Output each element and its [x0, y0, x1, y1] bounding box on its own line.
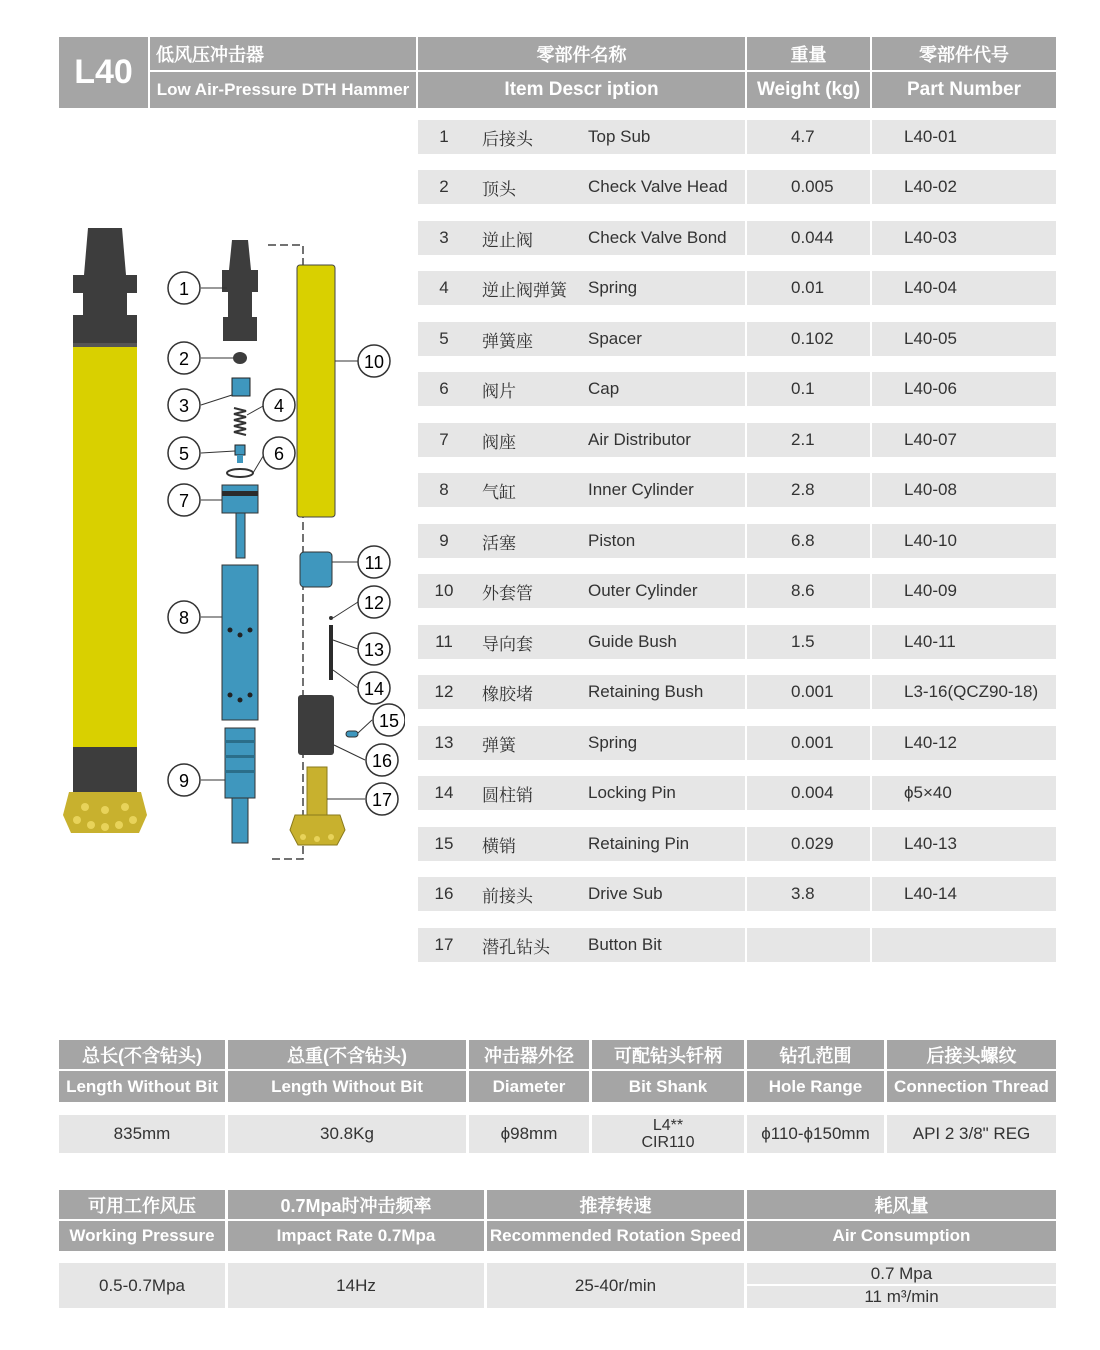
part-number-cell: 12	[418, 675, 470, 709]
assembled-hammer-icon	[63, 228, 147, 833]
part-number-cell: 9	[418, 524, 470, 558]
spec1-h4-cn: 钻孔范围	[747, 1040, 884, 1069]
callout-8	[168, 601, 200, 633]
part-code-cell: L40-11	[872, 625, 1056, 659]
table-row	[418, 271, 1056, 305]
svg-text:5: 5	[178, 444, 190, 464]
part-code-cell: L40-13	[872, 827, 1056, 861]
part-number-cell: 11	[418, 625, 470, 659]
part-name-en-cell: Piston	[580, 524, 745, 558]
svg-text:17: 17	[371, 790, 393, 810]
part-code-cell: L40-12	[872, 726, 1056, 760]
part-name-cn-cell: 前接头	[470, 877, 580, 911]
spec1-thread: API 2 3/8" REG	[887, 1115, 1056, 1153]
spec1-hole: ϕ110-ϕ150mm	[747, 1115, 884, 1153]
part-number-cell: 14	[418, 776, 470, 810]
part-code-cell	[872, 928, 1056, 962]
callout-5	[168, 437, 200, 469]
spec1-h3-cn: 可配钻头钎柄	[592, 1040, 744, 1069]
table-row	[418, 726, 1056, 760]
part-code-cell: L40-03	[872, 221, 1056, 255]
part-name-en-cell: Retaining Pin	[580, 827, 745, 861]
col-item-en-text: Item Descr iption	[504, 79, 659, 100]
table-row	[418, 524, 1056, 558]
callout-14	[358, 672, 390, 704]
part-code-cell: L40-05	[872, 322, 1056, 356]
part-number-cell: 5	[418, 322, 470, 356]
part-name-cn-cell: 后接头	[470, 120, 580, 154]
part-name-cn-cell: 导向套	[470, 625, 580, 659]
spec1-shank	[592, 1115, 744, 1153]
part-weight-cell: 0.01	[747, 271, 870, 305]
part-code-cell: L40-09	[872, 574, 1056, 608]
part-name-cn-cell: 弹簧座	[470, 322, 580, 356]
part-name-en-cell: Check Valve Head	[580, 170, 745, 204]
part-name-en-cell: Spring	[580, 271, 745, 305]
spec1-h1-en: Length Without Bit	[228, 1071, 466, 1102]
table-row	[418, 170, 1056, 204]
spec2-h2-cn: 推荐转速	[487, 1190, 744, 1219]
part-name-cn-cell: 圆柱销	[470, 776, 580, 810]
part-code-cell: ϕ5×40	[872, 776, 1056, 810]
col-weight-cn	[747, 37, 870, 70]
product-name-en	[150, 72, 416, 108]
part-number-cell: 8	[418, 473, 470, 507]
spec1-h0-cn: 总长(不含钻头)	[59, 1040, 225, 1069]
part-weight-cell: 3.8	[747, 877, 870, 911]
spec1-length: 835mm	[59, 1115, 225, 1153]
callout-4	[263, 389, 295, 421]
spec2-air-line1: 0.7 Mpa	[747, 1263, 1056, 1284]
col-weight-en-text: Weight (kg)	[756, 79, 861, 100]
spec1-h4-en: Hole Range	[747, 1071, 884, 1102]
table-row	[418, 372, 1056, 406]
part-number-cell: 6	[418, 372, 470, 406]
callout-17	[366, 783, 398, 815]
part-number-cell: 13	[418, 726, 470, 760]
table-row	[418, 574, 1056, 608]
svg-text:12: 12	[363, 593, 385, 613]
part-weight-cell: 2.1	[747, 423, 870, 457]
svg-text:14: 14	[363, 679, 385, 699]
part-name-cn-cell: 逆止阀弹簧	[470, 271, 580, 305]
callout-10	[358, 345, 390, 377]
svg-text:7: 7	[178, 491, 190, 511]
part-number-cell: 17	[418, 928, 470, 962]
part-number-cell: 4	[418, 271, 470, 305]
part-number-cell: 16	[418, 877, 470, 911]
spec1-h1-cn: 总重(不含钻头)	[228, 1040, 466, 1069]
part-name-en-cell: Spring	[580, 726, 745, 760]
right-column-parts-icon	[290, 265, 358, 845]
spec2-h2-en: Recommended Rotation Speed	[487, 1221, 744, 1251]
part-weight-cell: 0.004	[747, 776, 870, 810]
spec1-diameter: ϕ98mm	[469, 1115, 589, 1153]
table-row	[418, 120, 1056, 154]
part-weight-cell: 0.029	[747, 827, 870, 861]
part-weight-cell	[747, 928, 870, 962]
part-name-cn-cell: 顶头	[470, 170, 580, 204]
part-weight-cell: 0.102	[747, 322, 870, 356]
table-row	[418, 827, 1056, 861]
spec2-rotation: 25-40r/min	[487, 1263, 744, 1308]
part-code-cell: L40-06	[872, 372, 1056, 406]
table-row	[418, 776, 1056, 810]
col-item-en	[418, 72, 745, 108]
col-part-cn-text: 零部件代号	[919, 44, 1009, 65]
spec1-shank-line1: L4**	[652, 1117, 684, 1134]
part-code-cell: L3-16(QCZ90-18)	[872, 675, 1056, 709]
col-weight-cn-text: 重量	[790, 44, 827, 65]
part-weight-cell: 1.5	[747, 625, 870, 659]
product-name-en-text: Low Air-Pressure DTH Hammer	[156, 80, 410, 99]
table-row	[418, 877, 1056, 911]
part-name-en-cell: Guide Bush	[580, 625, 745, 659]
part-number-cell: 3	[418, 221, 470, 255]
spec2-h1-en: Impact Rate 0.7Mpa	[228, 1221, 484, 1251]
spec1-h2-cn: 冲击器外径	[469, 1040, 589, 1069]
part-code-cell: L40-07	[872, 423, 1056, 457]
callout-2	[168, 342, 200, 374]
product-name-cn	[150, 37, 416, 70]
part-name-cn-cell: 活塞	[470, 524, 580, 558]
part-number-cell: 7	[418, 423, 470, 457]
table-row	[418, 322, 1056, 356]
part-name-en-cell: Check Valve Bond	[580, 221, 745, 255]
callout-11	[358, 546, 390, 578]
col-item-cn-text: 零部件名称	[536, 44, 627, 65]
table-row	[418, 473, 1056, 507]
part-weight-cell: 6.8	[747, 524, 870, 558]
part-name-cn-cell: 逆止阀	[470, 221, 580, 255]
model-label: L40	[74, 53, 133, 91]
part-name-cn-cell: 橡胶堵	[470, 675, 580, 709]
callout-1	[168, 272, 200, 304]
spec1-h0-en: Length Without Bit	[59, 1071, 225, 1102]
table-row	[418, 423, 1056, 457]
callout-3	[168, 389, 200, 421]
part-code-cell: L40-02	[872, 170, 1056, 204]
svg-text:1: 1	[178, 279, 190, 299]
svg-text:9: 9	[178, 771, 190, 791]
part-code-cell: L40-08	[872, 473, 1056, 507]
callouts	[168, 272, 405, 815]
part-number-cell: 15	[418, 827, 470, 861]
svg-text:4: 4	[273, 396, 285, 416]
col-weight-en	[747, 72, 870, 108]
callout-9	[168, 764, 200, 796]
spec2-air-line2: 11 m³/min	[747, 1286, 1056, 1308]
spec1-h5-cn: 后接头螺纹	[887, 1040, 1056, 1069]
part-weight-cell: 0.001	[747, 726, 870, 760]
svg-text:8: 8	[178, 608, 190, 628]
part-name-en-cell: Outer Cylinder	[580, 574, 745, 608]
part-weight-cell: 0.1	[747, 372, 870, 406]
part-name-en-cell: Drive Sub	[580, 877, 745, 911]
spec2-h0-en: Working Pressure	[59, 1221, 225, 1251]
spec1-h2-en: Diameter	[469, 1071, 589, 1102]
part-name-en-cell: Retaining Bush	[580, 675, 745, 709]
spec1-weight: 30.8Kg	[228, 1115, 466, 1153]
part-weight-cell: 8.6	[747, 574, 870, 608]
svg-text:16: 16	[371, 751, 393, 771]
col-item-cn	[418, 37, 745, 70]
svg-text:10: 10	[363, 352, 385, 372]
svg-text:13: 13	[363, 640, 385, 660]
col-part-en	[872, 72, 1056, 108]
spec2-impact: 14Hz	[228, 1263, 484, 1308]
model-badge	[59, 37, 148, 108]
callout-7	[168, 484, 200, 516]
spec2-h0-cn: 可用工作风压	[59, 1190, 225, 1219]
part-name-cn-cell: 横销	[470, 827, 580, 861]
part-weight-cell: 0.001	[747, 675, 870, 709]
product-name-cn-text: 低风压冲击器	[156, 44, 264, 65]
exploded-diagram	[55, 225, 405, 865]
spec1-h3-en: Bit Shank	[592, 1071, 744, 1102]
svg-text:2: 2	[178, 349, 190, 369]
callout-13	[358, 633, 390, 665]
callout-12	[358, 586, 390, 618]
part-name-en-cell: Cap	[580, 372, 745, 406]
spec2-h3-en: Air Consumption	[747, 1221, 1056, 1251]
part-number-cell: 2	[418, 170, 470, 204]
table-row	[418, 928, 1056, 962]
table-row	[418, 221, 1056, 255]
svg-text:15: 15	[378, 711, 400, 731]
spec1-h5-en: Connection Thread	[887, 1071, 1056, 1102]
svg-text:3: 3	[178, 396, 190, 416]
spec2-h1-cn: 0.7Mpa时冲击频率	[228, 1190, 484, 1219]
part-code-cell: L40-14	[872, 877, 1056, 911]
col-part-cn	[872, 37, 1056, 70]
part-weight-cell: 2.8	[747, 473, 870, 507]
part-number-cell: 10	[418, 574, 470, 608]
table-row	[418, 675, 1056, 709]
svg-text:11: 11	[364, 553, 384, 573]
spec1-shank-line2: CIR110	[641, 1134, 695, 1151]
part-name-en-cell: Locking Pin	[580, 776, 745, 810]
callout-15	[373, 704, 405, 736]
part-number-cell: 1	[418, 120, 470, 154]
callout-16	[366, 744, 398, 776]
part-name-cn-cell: 外套管	[470, 574, 580, 608]
part-name-en-cell: Top Sub	[580, 120, 745, 154]
part-code-cell: L40-01	[872, 120, 1056, 154]
table-row	[418, 625, 1056, 659]
svg-text:6: 6	[273, 444, 285, 464]
part-name-cn-cell: 弹簧	[470, 726, 580, 760]
part-name-cn-cell: 气缸	[470, 473, 580, 507]
part-weight-cell: 4.7	[747, 120, 870, 154]
callout-6	[263, 437, 295, 469]
part-name-en-cell: Button Bit	[580, 928, 745, 962]
part-name-en-cell: Spacer	[580, 322, 745, 356]
part-weight-cell: 0.044	[747, 221, 870, 255]
part-weight-cell: 0.005	[747, 170, 870, 204]
middle-column-parts-icon	[222, 240, 303, 859]
part-name-en-cell: Inner Cylinder	[580, 473, 745, 507]
col-part-en-text: Part Number	[906, 79, 1022, 100]
part-code-cell: L40-04	[872, 271, 1056, 305]
part-code-cell: L40-10	[872, 524, 1056, 558]
part-name-cn-cell: 阀座	[470, 423, 580, 457]
part-name-cn-cell: 阀片	[470, 372, 580, 406]
part-name-cn-cell: 潜孔钻头	[470, 928, 580, 962]
spec2-pressure: 0.5-0.7Mpa	[59, 1263, 225, 1308]
spec2-h3-cn: 耗风量	[747, 1190, 1056, 1219]
leader-lines	[201, 288, 372, 799]
part-name-en-cell: Air Distributor	[580, 423, 745, 457]
